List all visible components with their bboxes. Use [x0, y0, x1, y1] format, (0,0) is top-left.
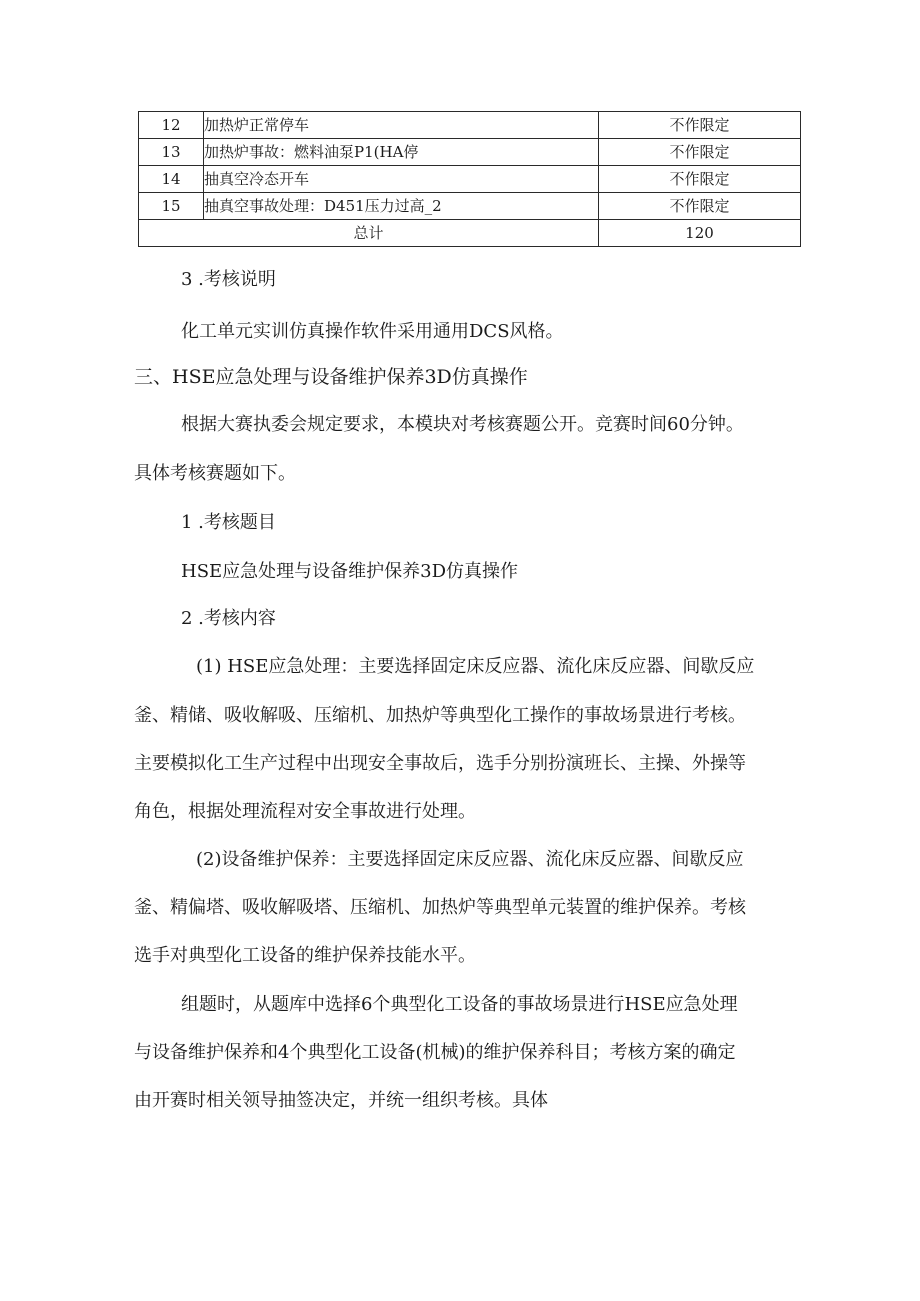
paragraph-line: 由开赛时相关领导抽签决定，并统一组织考核。具体 [134, 1090, 548, 1111]
paragraph-line: 釜、精储、吸收解吸、压缩机、加热炉等典型化工操作的事故场景进行考核。 [134, 705, 746, 726]
row-limit: 不作限定 [599, 193, 801, 220]
section-heading-assessment-notes: 3 .考核说明 [181, 269, 276, 290]
chapter-heading-hse: 三、HSE应急处理与设备维护保养3D仿真操作 [134, 366, 528, 388]
paragraph-line: 角色，根据处理流程对安全事故进行处理。 [134, 801, 476, 822]
row-item: 加热炉正常停车 [204, 112, 599, 139]
row-item: 抽真空事故处理：D451压力过高_2 [204, 193, 599, 220]
paragraph-line: 选手对典型化工设备的维护保养技能水平。 [134, 945, 476, 966]
paragraph-line: 主要模拟化工生产过程中出现安全事故后，选手分别扮演班长、主操、外操等 [134, 753, 746, 774]
row-limit: 不作限定 [599, 166, 801, 193]
paragraph-line: 化工单元实训仿真操作软件采用通用DCS风格。 [181, 321, 564, 342]
score-table [138, 111, 801, 247]
paragraph-line: HSE应急处理与设备维护保养3D仿真操作 [181, 561, 519, 582]
row-number: 12 [139, 112, 204, 139]
row-item: 抽真空冷态开车 [204, 166, 599, 193]
row-item: 加热炉事故：燃料油泵P1(HA停 [204, 139, 599, 166]
row-number: 15 [139, 193, 204, 220]
paragraph-line: 具体考核赛题如下。 [134, 463, 296, 484]
table-row [139, 193, 801, 220]
paragraph-line: 与设备维护保养和4个典型化工设备(机械)的维护保养科目；考核方案的确定 [134, 1042, 736, 1063]
row-number: 13 [139, 139, 204, 166]
row-number: 14 [139, 166, 204, 193]
table-total-row [139, 220, 801, 247]
paragraph-line: 釜、精偏塔、吸收解吸塔、压缩机、加热炉等典型单元装置的维护保养。考核 [134, 897, 746, 918]
total-value: 120 [599, 220, 801, 247]
row-limit: 不作限定 [599, 139, 801, 166]
row-limit: 不作限定 [599, 112, 801, 139]
paragraph-line: (2)设备维护保养：主要选择固定床反应器、流化床反应器、间歇反应 [196, 849, 744, 870]
table-row [139, 139, 801, 166]
paragraph-line: (1) HSE应急处理：主要选择固定床反应器、流化床反应器、间歇反应 [196, 656, 755, 677]
paragraph-line: 根据大赛执委会规定要求，本模块对考核赛题公开。竞赛时间60分钟。 [181, 414, 744, 435]
total-label: 总计 [139, 220, 599, 247]
section-heading-topic: 1 .考核题目 [181, 512, 276, 533]
section-heading-content: 2 .考核内容 [181, 608, 276, 629]
table-row [139, 112, 801, 139]
table-row [139, 166, 801, 193]
paragraph-line: 组题时，从题库中选择6个典型化工设备的事故场景进行HSE应急处理 [181, 994, 738, 1015]
